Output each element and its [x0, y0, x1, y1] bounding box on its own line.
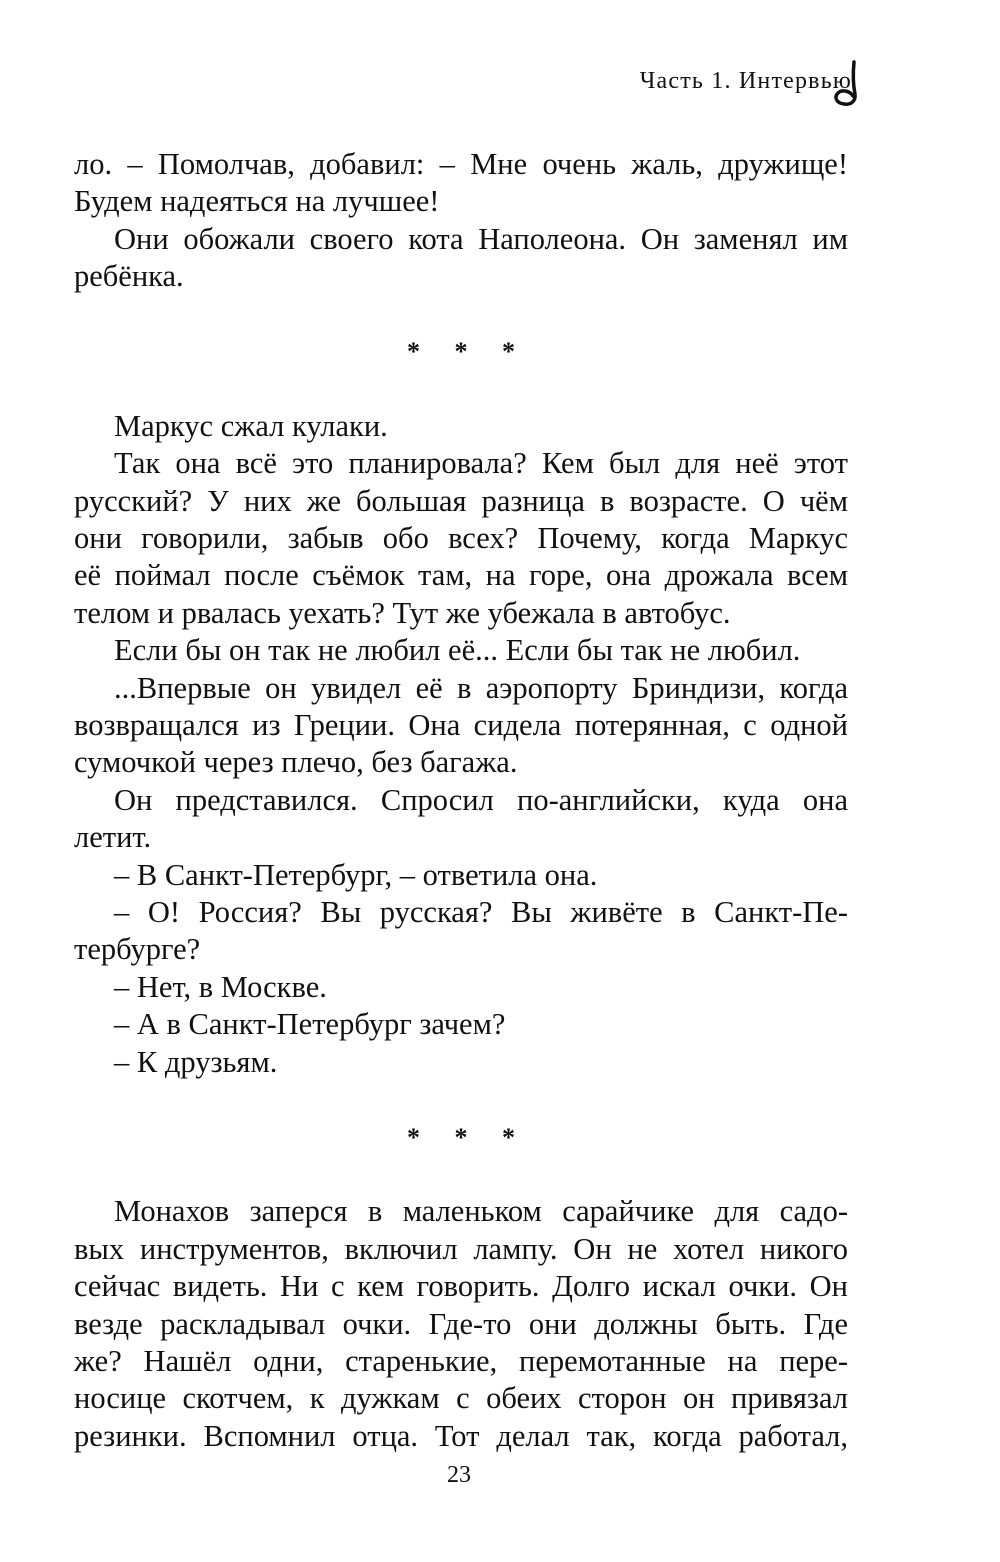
text-line: же? Нашёл одни, старенькие, перемотанные на пере- — [74, 1343, 848, 1378]
text-line: Будем надеяться на лучшее! — [74, 184, 440, 219]
text-line: ребёнка. — [74, 259, 184, 294]
text-line: возвращался из Греции. Она сидела потерянная, с одной — [74, 708, 848, 743]
text-line: вых инструментов, включил лампу. Он не хотел никого — [74, 1231, 848, 1266]
page-body — [74, 146, 848, 1455]
text-line: Если бы он так не любил её... Если бы так не любил. — [114, 633, 801, 668]
text-line: её поймал после съёмок там, на горе, она дрожала всем — [74, 558, 848, 593]
text-line: – Нет, в Москве. — [114, 969, 327, 1004]
page-number: 23 — [447, 1462, 471, 1488]
running-header: Часть 1. Интервью — [639, 68, 852, 94]
text-line: ло. – Помолчав, добавил: – Мне очень жаль, дружище! — [74, 147, 848, 181]
text-line: везде раскладывал очки. Где-то они должны быть. Где — [74, 1306, 848, 1341]
text-line: – В Санкт-Петербург, – ответила она. — [114, 857, 598, 892]
text-line: Они обожали своего кота Наполеона. Он заменял им — [114, 221, 848, 256]
text-line: Так она всё это планировала? Кем был для неё этот — [114, 446, 848, 481]
text-line: резинки. Вспомнил отца. Тот делал так, когда работал, — [74, 1418, 848, 1453]
text-line: русский? У них же большая разница в возрасте. О чём — [74, 483, 848, 518]
header-ornament-icon — [824, 58, 868, 108]
text-line: Маркус сжал кулаки. — [114, 408, 388, 443]
text-line: носице скотчем, к дужкам с обеих сторон он привязал — [74, 1381, 848, 1416]
section-divider: * * * — [407, 337, 529, 367]
text-line: Монахов заперся в маленьком сарайчике для садо- — [114, 1194, 848, 1229]
text-line: сейчас видеть. Ни с кем говорить. Долго искал очки. Он — [74, 1269, 848, 1304]
text-line: сумочкой через плечо, без багажа. — [74, 745, 518, 780]
text-line: – А в Санкт-Петербург зачем? — [114, 1007, 506, 1042]
text-line: телом и рвалась уехать? Тут же убежала в автобус. — [74, 595, 731, 630]
text-line: Он представился. Спросил по-английски, куда она — [114, 782, 848, 817]
text-line: ...Впервые он увидел её в аэропорту Бриндизи, когда — [114, 670, 848, 705]
text-line: – К друзьям. — [114, 1044, 278, 1079]
text-line: – О! Россия? Вы русская? Вы живёте в Санкт-Пе- — [114, 895, 848, 930]
text-line: летит. — [74, 820, 152, 855]
text-line: тербурге? — [74, 932, 201, 967]
text-line: они говорили, забыв обо всех? Почему, когда Маркус — [74, 521, 848, 556]
section-divider: * * * — [407, 1122, 529, 1152]
